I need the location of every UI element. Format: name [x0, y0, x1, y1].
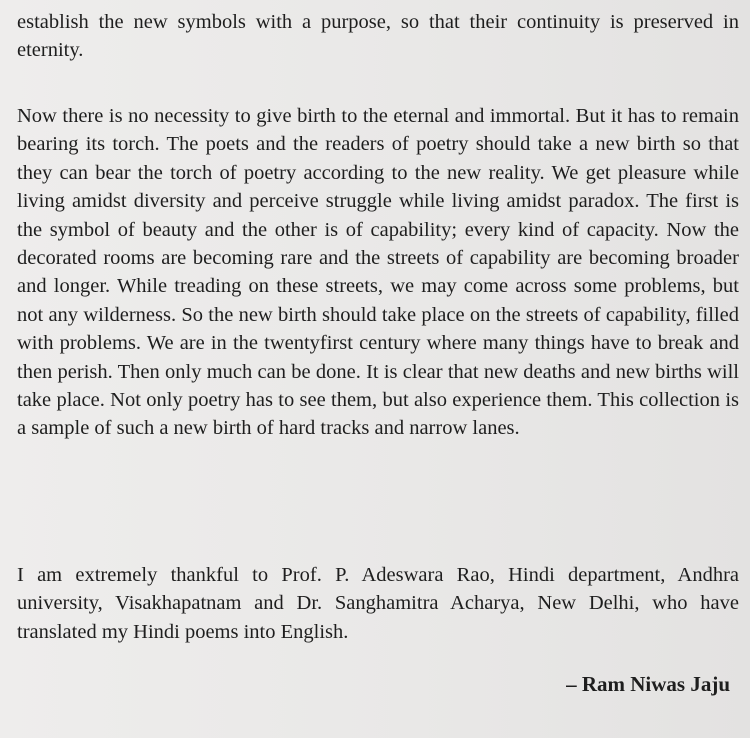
author-signature: – Ram Niwas Jaju: [566, 672, 730, 696]
paragraph-continuation: establish the new symbols with a purpose, so that their continuity is preserved in eternity.: [17, 11, 739, 62]
paragraph-new-birth: Now there is no necessity to give birth to the eternal and immortal. But it has to remain bearing its torch. The poets and the readers of poetry should take a new birth so that they can bear the torch of poetry according to the new reality. We get pleasure while living amidst diversity and perceive struggle while living amidst paradox. The first is the symbol of beauty and the other is of capability; every kind of capacity. Now the decorated rooms are becoming rare and the streets of capability are becoming broader and longer. While treading on these streets, we may come across some problems, but not any wilderness. So the new birth should take place on the streets of capability, filled with problems. We are in the twentyfirst century where many things have to break and then perish. Then only much can be done. It is clear that new deaths and new births will take place. Not only poetry has to see them, but also experience them. This collection is a sample of such a new birth of hard tracks and narrow lanes.: [17, 105, 739, 440]
paragraph-acknowledgement: I am extremely thankful to Prof. P. Adeswara Rao, Hindi department, Andhra university, Visakhapatnam and Dr. Sanghamitra Acharya, New Delhi, who have translated my Hindi poems into English.: [17, 564, 739, 643]
